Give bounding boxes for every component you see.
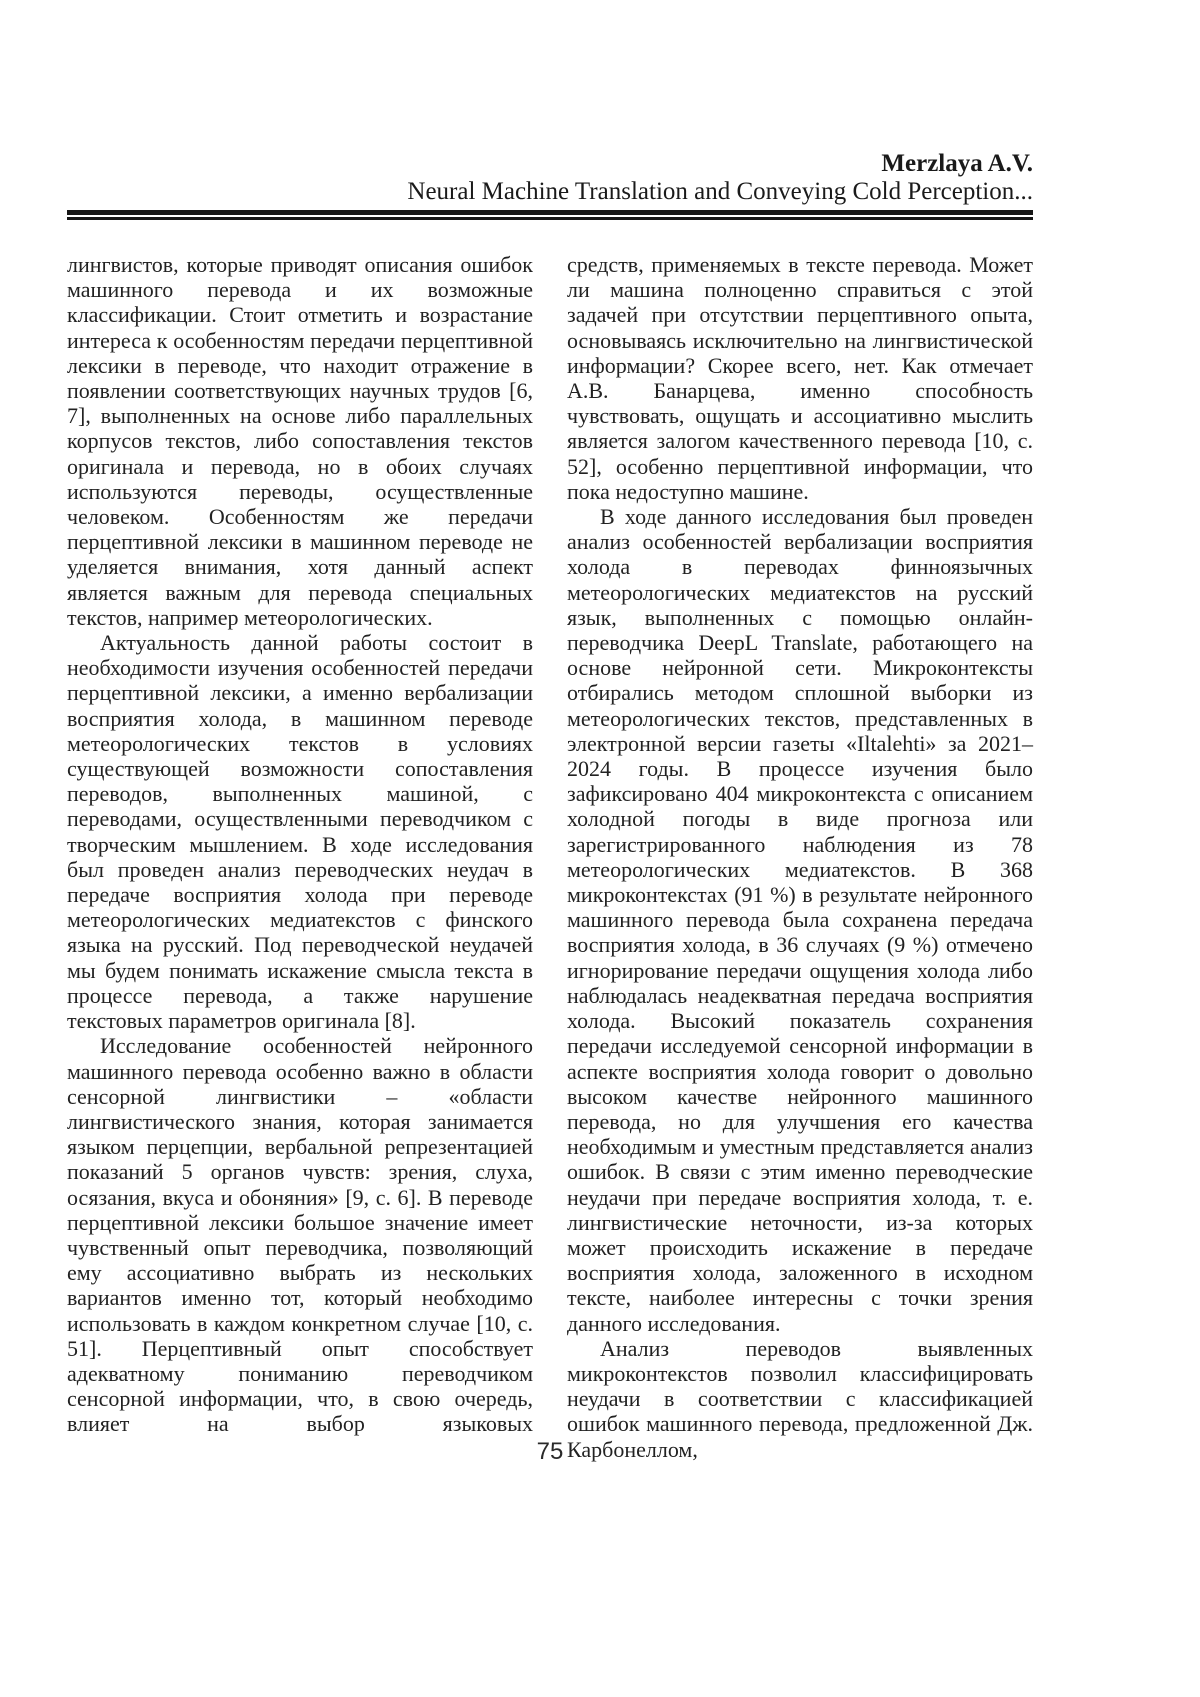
paragraph: средств, применяемых в тексте перевода. Может ли машина полноценно справиться с этой задачей при отсутствии перцептивного опыта, основываясь исключительно на лингвистической информации? Скорее всего, нет. Как отмечает А.В. Банарцева, именно способность чувствовать, ощущать и ассоциативно мыслить является залогом качественного перевода [10, с. 52], особенно перцептивной информации, что пока недоступно машине. <box>567 252 1033 504</box>
paragraph: лингвистов, которые приводят описания ошибок машинного перевода и их возможные классификации. Стоит отметить и возрастание интереса к особенностям передачи перцептивной лексики в переводе, что находит отражение в появлении соответствующих научных трудов [6, 7], выполненных на основе либо параллельных корпусов текстов, либо сопоставления текстов оригинала и перевода, но в обоих случаях используются переводы, осуществленные человеком. Особенностям же передачи перцептивной лексики в машинном переводе не уделяется внимания, хотя данный аспект является важным для перевода специальных текстов, например метеорологических. <box>67 252 533 630</box>
paragraph: Исследование особенностей нейронного машинного перевода особенно важно в области сенсорной лингвистики – «области лингвистического знания, которая занимается языком перцепции, вербальной репрезентацией показаний 5 органов чувств: зрения, слуха, осязания, вкуса и обоняния» [9, с. 6]. В переводе перцептивной лексики большое значение имеет чувственный опыт переводчика, позволяющий ему ассоциативно выбрать из нескольких вариантов именно тот, который необходимо использовать в каждом конкретном случае [10, с. 51]. Перцептивный опыт способствует адекватному пониманию переводчиком сенсорной информации, что, в свою очередь, влияет на выбор языковых <box>67 1033 533 1437</box>
paragraph: Актуальность данной работы состоит в необходимости изучения особенностей передачи перцептивной лексики, а именно вербализации восприятия холода, в машинном переводе метеорологических текстов в условиях существующей возможности сопоставления переводов, выполненных машиной, с переводами, осуществленными переводчиком с творческим мышлением. В ходе исследования был проведен анализ переводческих неудач в передаче восприятия холода при переводе метеорологических медиатекстов с финского языка на русский. Под переводческой неудачей мы будем понимать искажение смысла текста в процессе перевода, а также нарушение текстовых параметров оригинала [8]. <box>67 630 533 1034</box>
article-body <box>67 252 1033 1462</box>
running-header <box>67 150 1033 206</box>
text-column-right <box>567 252 1033 1462</box>
running-header-title: Neural Machine Translation and Conveying Cold Perception... <box>407 178 1033 205</box>
page-footer <box>67 1438 1033 1466</box>
running-header-author: Merzlaya A.V. <box>881 150 1033 177</box>
text-column-left <box>67 252 533 1462</box>
paragraph: В ходе данного исследования был проведен анализ особенностей вербализации восприятия холода в переводах финноязычных метеорологических медиатекстов на русский язык, выполненных с помощью онлайн-переводчика DeepL Translate, работающего на основе нейронной сети. Микроконтексты отбирались методом сплошной выборки из метеорологических текстов, представленных в электронной версии газеты «Iltalehti» за 2021–2024 годы. В процессе изучения было зафиксировано 404 микроконтекста с описанием холодной погоды в виде прогноза или зарегистрированного наблюдения из 78 метеорологических медиатекстов. В 368 микроконтекстах (91 %) в результате нейронного машинного перевода была сохранена передача восприятия холода, в 36 случаях (9 %) отмечено игнорирование передачи ощущения холода либо наблюдалась неадекватная передача восприятия холода. Высокий показатель сохранения передачи исследуемой сенсорной информации в аспекте восприятия холода говорит о довольно высоком качестве нейронного машинного перевода, но для улучшения его качества необходимым и уместным представляется анализ ошибок. В связи с этим именно переводческие неудачи при передаче восприятия холода, т. е. лингвистические неточности, из-за которых может происходить искажение в передаче восприятия холода, заложенного в исходном тексте, наиболее интересны с точки зрения данного исследования. <box>567 504 1033 1336</box>
page-number: 75 <box>536 1438 564 1465</box>
rule-thick-line <box>67 210 1033 215</box>
rule-thin-line <box>67 217 1033 220</box>
paragraph: Анализ переводов выявленных микроконтекстов позволил классифицировать неудачи в соответствии с классификацией ошибок машинного перевода, предложенной Дж. Карбонеллом, <box>567 1335 1033 1462</box>
header-double-rule <box>67 210 1033 220</box>
paper-page <box>67 0 1033 1697</box>
